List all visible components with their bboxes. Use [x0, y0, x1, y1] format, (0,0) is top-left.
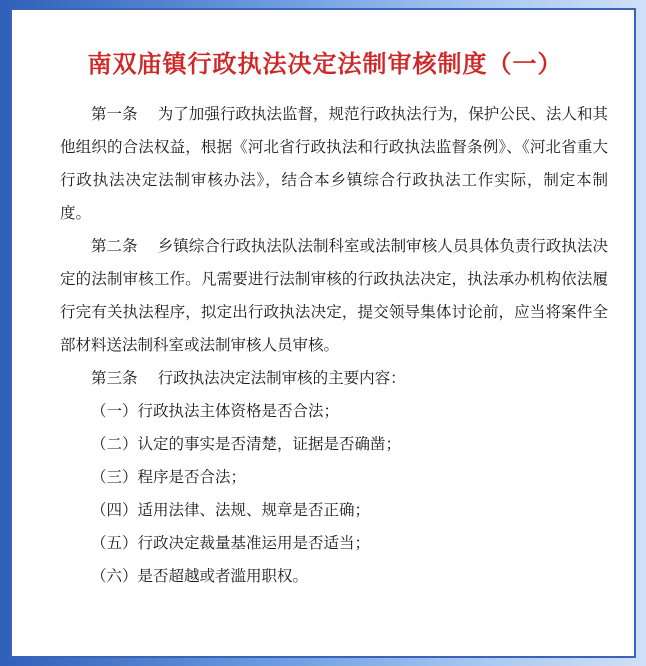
- article-heading: 第二条: [91, 237, 138, 255]
- article-2: [60, 230, 608, 362]
- list-item: （一）行政执法主体资格是否合法；: [91, 402, 340, 420]
- article-heading: 第三条: [91, 369, 138, 387]
- list-item: （五）行政决定裁量基准运用是否适当；: [91, 534, 371, 552]
- document-body: [60, 98, 608, 593]
- list-item: （三）程序是否合法；: [91, 468, 247, 486]
- article-text: 乡镇综合行政执法队法制科室或法制审核人员具体负责行政执法决定的法制审核工作。凡需要进行法制审核的行政执法决定，执法承办机构依法履行完有关执法程序，拟定出行政执法决定，提交领导集体讨论前，应当将案件全部材料送法制科室或法制审核人员审核。: [60, 237, 608, 354]
- article-text: 为了加强行政执法监督，规范行政执法行为，保护公民、法人和其他组织的合法权益，根据《河北省行政执法和行政执法监督条例》、《河北省重大行政执法决定法制审核办法》，结合本乡镇综合行政执法工作实际，制定本制度。: [60, 105, 608, 222]
- document-title: 南双庙镇行政执法决定法制审核制度（一）: [87, 50, 563, 78]
- article-heading: 第一条: [91, 105, 138, 123]
- list-item: （二）认定的事实是否清楚，证据是否确凿；: [91, 435, 402, 453]
- notice-board: [10, 8, 636, 658]
- article-text: 行政执法决定法制审核的主要内容：: [157, 369, 406, 387]
- article-1: [60, 98, 608, 230]
- list-item: （六）是否超越或者滥用职权。: [91, 567, 309, 585]
- list-item: （四）适用法律、法规、规章是否正确；: [91, 501, 371, 519]
- article-3: [60, 362, 608, 395]
